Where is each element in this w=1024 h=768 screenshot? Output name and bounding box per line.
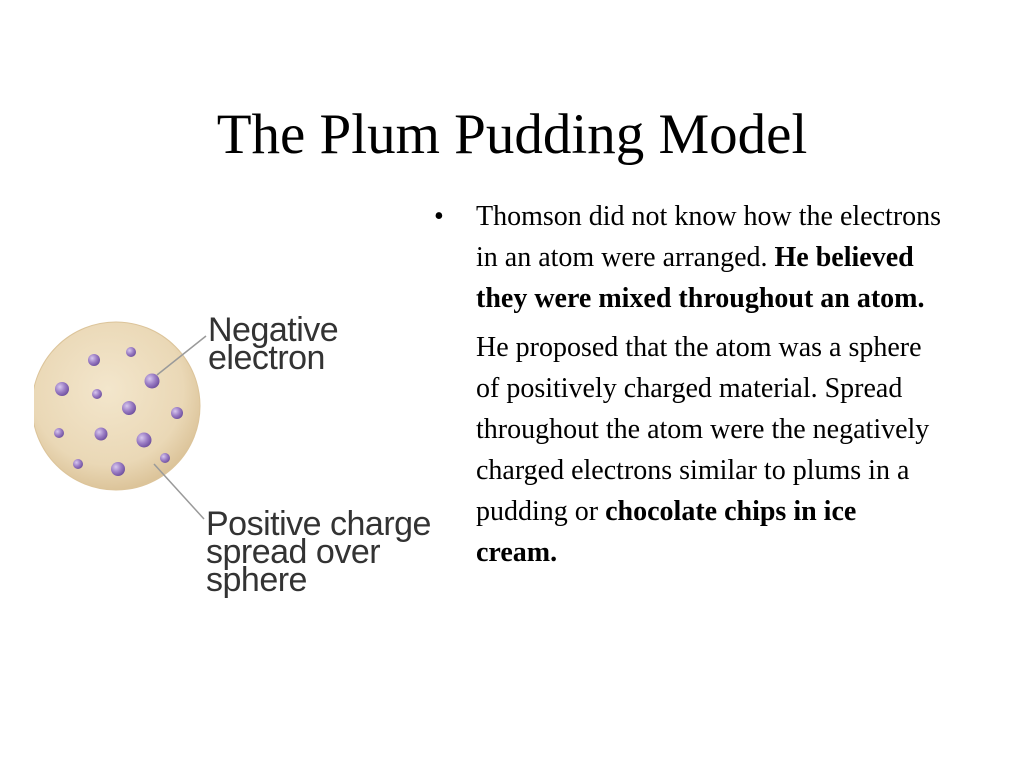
label-line: Negative [208, 311, 339, 349]
plum-pudding-diagram [34, 312, 458, 600]
electron [137, 433, 152, 448]
label-line: spread over [206, 533, 381, 571]
electron [55, 382, 69, 396]
positive-charge-label [206, 505, 431, 599]
paragraph1-bold: He believed they were mixed throughout an atom. [476, 242, 925, 314]
electron [88, 354, 100, 366]
electron [111, 462, 125, 476]
paragraph1-plain: Thomson did not know how the electrons in an atom were arranged. [476, 201, 942, 273]
bullet-icon: • [434, 201, 444, 232]
electron [160, 453, 170, 463]
electron [54, 428, 64, 438]
electron [122, 401, 136, 415]
negative-electron-label [208, 311, 339, 377]
slide-title: The Plum Pudding Model [216, 103, 808, 166]
continuation-paragraph [434, 327, 944, 573]
electron [95, 428, 108, 441]
positive-leader-line [154, 464, 204, 519]
electron [92, 389, 102, 399]
electron [126, 347, 136, 357]
electron [171, 407, 183, 419]
paragraph2-plain: He proposed that the atom was a sphere of positively charged material. Spread throughout the atom were the negatively charged electrons similar to plums in a pudding or [476, 332, 930, 527]
body-text [434, 196, 944, 573]
electron [73, 459, 83, 469]
bullet-paragraph [434, 196, 944, 319]
label-line: Positive charge [206, 505, 431, 543]
electron [145, 374, 160, 389]
label-line: sphere [206, 561, 307, 599]
paragraph2-bold: chocolate chips in ice cream. [476, 496, 857, 568]
label-line: electron [208, 339, 325, 377]
